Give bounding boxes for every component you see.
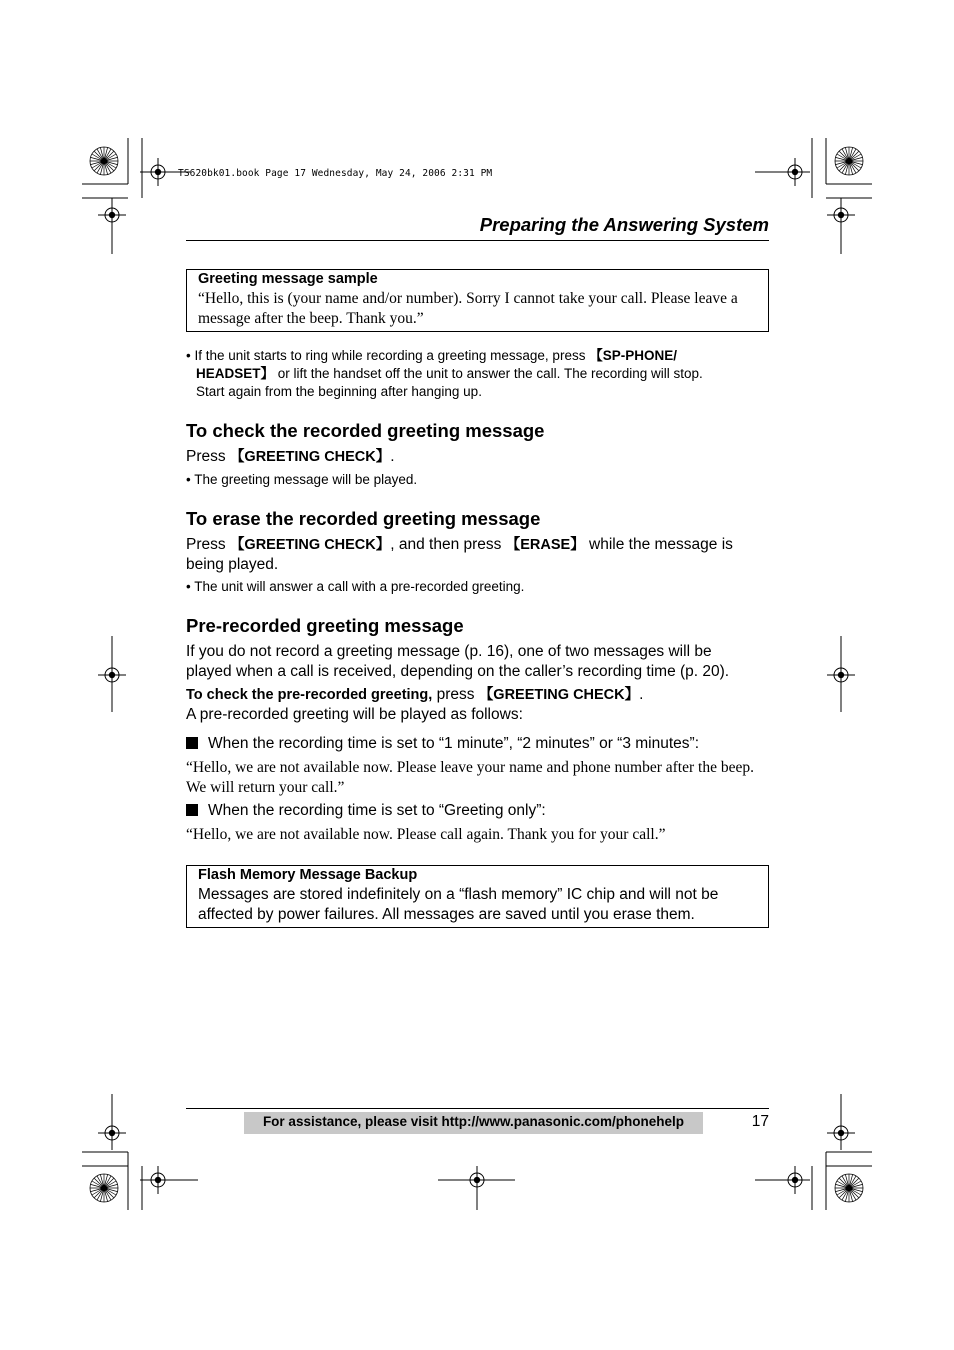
prerecorded-intro (186, 642, 769, 682)
greeting-sample-box (186, 269, 769, 332)
intro-line: If you do not record a greeting message (p. 16), one of two messages will be (186, 643, 712, 660)
erase-note-text: The unit will answer a call with a pre-recorded greeting. (194, 579, 525, 594)
ring-note-text: or lift the handset off the unit to answer the call. The recording will stop. (274, 366, 703, 381)
period: . (390, 448, 395, 465)
erase-note (186, 578, 769, 596)
header-rule (186, 240, 769, 241)
ring-note-text: Start again from the beginning after hanging up. (196, 384, 482, 399)
erase-instruction (186, 535, 769, 575)
erase-heading: To erase the recorded greeting message (186, 508, 541, 529)
sp-phone-key: 【SP-PHONE/ (589, 348, 677, 363)
quote-2: “Hello, we are not available now. Please call again. Thank you for your call.” (186, 826, 666, 843)
press-text: press (432, 686, 479, 703)
case-1 (186, 734, 769, 754)
bullet: • (186, 472, 191, 487)
bullet: • (186, 348, 191, 363)
ring-note (186, 347, 769, 401)
assistance-banner: For assistance, please visit http://www.panasonic.com/phonehelp (244, 1112, 703, 1134)
flash-memory-title: Flash Memory Message Backup (198, 867, 418, 883)
registration-target-icon (835, 1174, 863, 1202)
erase-key: 【ERASE】 (505, 537, 585, 553)
running-head: Preparing the Answering System (479, 214, 769, 235)
square-bullet-icon (186, 737, 198, 749)
check-instruction (186, 447, 769, 467)
case-2-text: When the recording time is set to “Greeting only”: (208, 802, 546, 819)
check-note-text: The greeting message will be played. (194, 472, 418, 487)
greeting-sample-title: Greeting message sample (198, 271, 378, 287)
check-bold-text: To check the pre-recorded greeting, (186, 687, 433, 703)
case-1-text: When the recording time is set to “1 minute”, “2 minutes” or “3 minutes”: (208, 735, 700, 752)
greeting-check-key: 【GREETING CHECK】 (478, 687, 640, 703)
erase-text: being played. (186, 556, 279, 573)
press-text: Press (186, 448, 230, 465)
played-as-text: A pre-recorded greeting will be played as follows: (186, 706, 523, 723)
erase-text: while the message is (584, 536, 733, 553)
flash-memory-box (186, 865, 769, 928)
prerecorded-check (186, 685, 769, 725)
greeting-check-key: 【GREETING CHECK】 (229, 537, 391, 553)
press-text: Press (186, 536, 230, 553)
check-heading: To check the recorded greeting message (186, 420, 545, 441)
registration-target-icon (90, 1174, 118, 1202)
erase-text: , and then press (390, 536, 506, 553)
bullet: • (186, 579, 191, 594)
footer-rule (186, 1108, 769, 1109)
period: . (639, 686, 644, 703)
greeting-check-key: 【GREETING CHECK】 (229, 449, 391, 465)
print-slug: TS620bk01.book Page 17 Wednesday, May 24, 2006 2:31 PM (178, 168, 493, 179)
check-note (186, 471, 769, 489)
page-number: 17 (751, 1113, 769, 1130)
registration-target-icon (835, 147, 863, 175)
headset-key: HEADSET】 (196, 366, 275, 381)
ring-note-text: If the unit starts to ring while recording a greeting message, press (194, 348, 590, 363)
quote-1: “Hello, we are not available now. Please leave your name and phone number after the beep. We will return your call.” (186, 759, 754, 796)
square-bullet-icon (186, 804, 198, 816)
flash-memory-text: Messages are stored indefinitely on a “flash memory” IC chip and will not be affected by power failures. All messages are saved until you erase them. (198, 886, 719, 923)
case-2 (186, 801, 769, 821)
greeting-sample-text: “Hello, this is (your name and/or number). Sorry I cannot take your call. Please leave a message after the beep. Thank you.” (198, 290, 738, 327)
registration-target-icon (90, 147, 118, 175)
intro-line: played when a call is received, depending on the caller’s recording time (p. 20). (186, 663, 730, 680)
prerecorded-heading: Pre-recorded greeting message (186, 615, 464, 636)
